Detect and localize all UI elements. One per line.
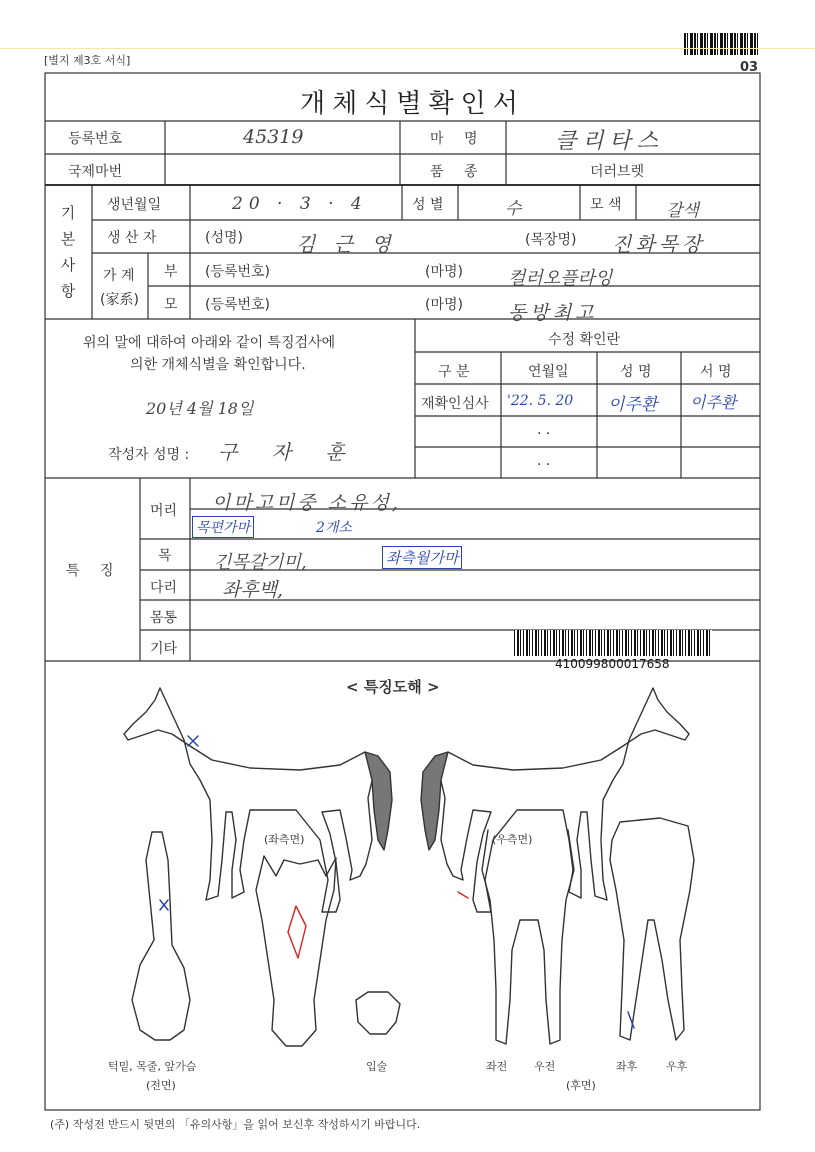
amend-row2-dots: · · [537, 426, 551, 442]
intl-name-label: 국제마번 [68, 164, 123, 180]
feature-body-label: 몸통 [150, 610, 178, 626]
farm-value: 진화목장 [612, 232, 706, 256]
reg-no-value: 45319 [243, 126, 304, 148]
breeder-name-label: (성명) [205, 230, 243, 246]
page-code: 03 [740, 60, 759, 75]
dam-label: 모 [164, 297, 178, 313]
writer-value: 구 자 훈 [218, 440, 359, 464]
feature-head-label: 머리 [150, 503, 178, 519]
amend-row1-date: '22. 5. 20 [507, 393, 574, 409]
front-label: (전면) [146, 1079, 176, 1092]
rear-view-icon [610, 818, 694, 1040]
basic-section-label: 기 본 사 항 [60, 204, 76, 300]
left-side-horse-icon [124, 688, 375, 912]
breeder-label: 생 산 자 [107, 230, 157, 246]
color-value: 갈색 [666, 201, 699, 221]
feature-neck-value2: 좌측월가마 [382, 546, 462, 569]
lips-label: 입술 [366, 1060, 388, 1073]
features-section-label: 특 징 [66, 563, 122, 579]
breed-value: 더러브렛 [590, 164, 645, 180]
amend-col-name: 성 명 [620, 364, 652, 380]
blaze-mark [288, 906, 306, 958]
feature-head-value3: 2개소 [316, 520, 352, 536]
sire-name-label: (마명) [425, 264, 463, 280]
right-side-tail [421, 752, 448, 850]
statement-line2: 의한 개체식별을 확인합니다. [130, 357, 306, 373]
sire-name-value: 컬러오플라잉 [508, 268, 613, 289]
barcode-number: 410099800017658 [555, 657, 670, 671]
farm-label: (목장명) [525, 232, 577, 248]
birth-label: 생년월일 [107, 197, 162, 213]
lips-icon [356, 992, 400, 1034]
amend-title: 수정 확인란 [548, 332, 621, 348]
left-front-label: 좌전 [486, 1060, 508, 1073]
amend-col-sign: 서 명 [700, 364, 732, 380]
feature-head-value2: 목편가마 [192, 516, 254, 538]
left-side-label: (좌측면) [264, 833, 305, 846]
reg-no-label: 등록번호 [68, 131, 123, 147]
amend-row3-dots: · · [537, 457, 551, 473]
sire-regno-label: (등록번호) [205, 264, 271, 280]
amend-col-date: 연월일 [528, 364, 569, 380]
horse-name-value: 클리타스 [555, 129, 665, 154]
right-hind-label: 우후 [666, 1060, 688, 1073]
amend-row1-name: 이주환 [608, 395, 658, 415]
form-code: [별지 제3호 서식] [44, 54, 131, 67]
diagram-title: < 특징도해 > [346, 678, 440, 696]
sex-label: 성 별 [412, 197, 444, 213]
front-neck-icon [132, 832, 190, 1040]
lineage-hanja: (家系) [100, 292, 139, 308]
amend-col-type: 구 분 [438, 364, 470, 380]
right-side-label: (우측면) [492, 833, 533, 846]
feature-head-value: 이마고미중 소유성, [212, 492, 401, 514]
right-front-label: 우전 [534, 1060, 556, 1073]
dam-regno-label: (등록번호) [205, 297, 271, 313]
breed-label: 품 종 [430, 164, 486, 180]
rear-label: (후면) [566, 1079, 596, 1092]
right-side-horse-icon [438, 688, 689, 912]
front-caption: 턱밑, 목줄, 앞가슴 [108, 1060, 197, 1073]
confirm-date: 20년 4월 18일 [146, 399, 254, 418]
dam-name-value: 동방최고 [508, 302, 598, 324]
color-label: 모 색 [590, 197, 622, 213]
lineage-label: 가 계 [103, 268, 135, 284]
feature-etc-label: 기타 [150, 641, 178, 657]
page-title: 개체식별확인서 [300, 89, 525, 119]
feature-leg-value: 좌후백, [222, 579, 284, 601]
sex-value: 수 [505, 199, 522, 219]
amend-row1-sign: 이주환 [690, 393, 737, 412]
left-hind-label: 좌후 [616, 1060, 638, 1073]
feature-leg-label: 다리 [150, 580, 178, 596]
footer-note: (주) 작성전 반드시 뒷면의 「유의사항」을 읽어 보신후 작성하시기 바랍니다. [50, 1118, 421, 1131]
horse-name-label: 마 명 [430, 131, 486, 147]
dam-name-label: (마명) [425, 297, 463, 313]
feature-neck-label: 목 [158, 548, 172, 564]
birth-value: 20 · 3 · 4 [232, 194, 368, 214]
feature-neck-value: 긴목갈기미, [214, 552, 307, 573]
front-legs-icon [482, 830, 574, 1044]
amend-row1-type: 재확인심사 [421, 396, 489, 412]
sire-label: 부 [164, 264, 178, 280]
breeder-name-value: 김 근 영 [296, 232, 397, 256]
left-side-tail [365, 752, 392, 850]
writer-label: 작성자 성명 : [108, 447, 190, 463]
statement-line1: 위의 말에 대하여 아래와 같이 특징검사에 [83, 335, 336, 351]
